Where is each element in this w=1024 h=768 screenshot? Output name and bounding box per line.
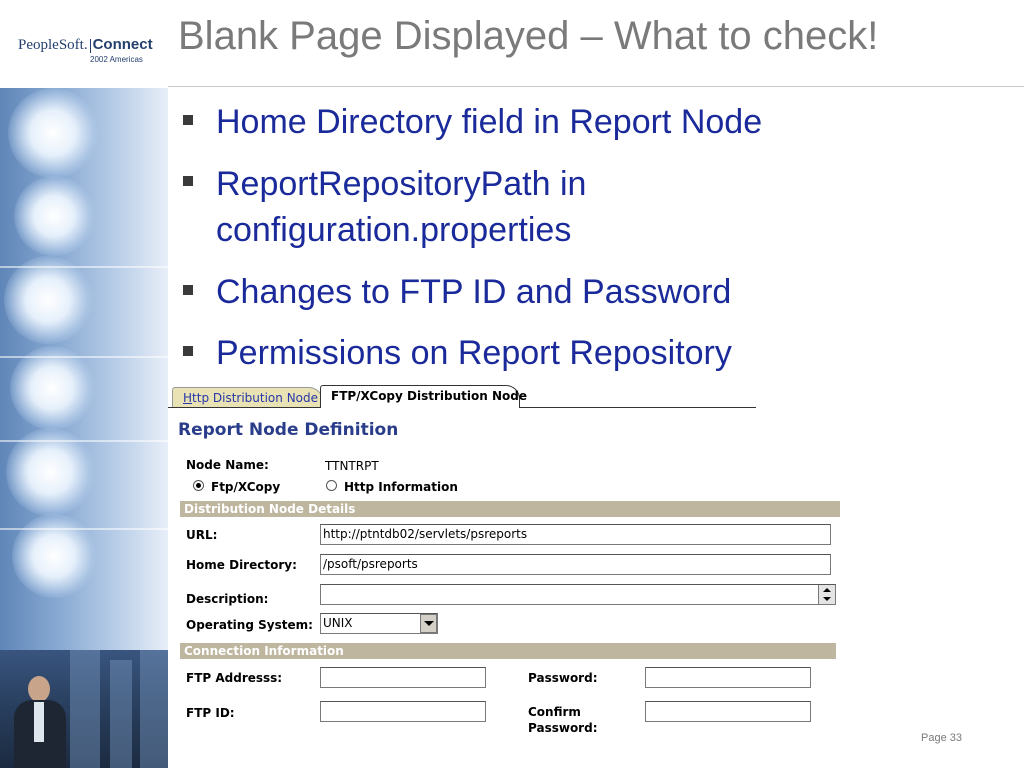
report-node-screenshot bbox=[168, 384, 848, 744]
url-label: URL: bbox=[186, 528, 218, 542]
bubble-decoration bbox=[14, 176, 94, 256]
peoplesoft-connect-logo bbox=[18, 36, 153, 68]
bubble-decoration bbox=[8, 88, 98, 178]
bullet-text: configuration.properties bbox=[216, 211, 572, 249]
square-bullet-icon bbox=[183, 176, 193, 186]
bullet-item bbox=[180, 331, 1000, 375]
logo-subtitle: 2002 Americas bbox=[90, 55, 143, 64]
businessman-photo bbox=[0, 650, 168, 768]
url-field[interactable]: http://ptntdb02/servlets/psreports bbox=[320, 524, 831, 545]
bullet-item bbox=[180, 161, 1000, 253]
confirm-password-label-line1: Confirm bbox=[528, 705, 581, 719]
bullet-item bbox=[180, 270, 1000, 314]
node-name-value: TTNTRPT bbox=[325, 459, 379, 473]
bullet-text: ReportRepositoryPath in bbox=[216, 165, 587, 203]
section-connection-information: Connection Information bbox=[180, 643, 836, 659]
stripe-decoration bbox=[0, 528, 168, 530]
bullet-item bbox=[180, 100, 1000, 144]
radio-label-ftp-xcopy: Ftp/XCopy bbox=[211, 480, 281, 494]
square-bullet-icon bbox=[183, 285, 193, 295]
page-heading: Report Node Definition bbox=[178, 420, 399, 440]
logo-connect: Connect bbox=[92, 36, 153, 53]
stripe-decoration bbox=[0, 356, 168, 358]
spinner-icon[interactable] bbox=[818, 585, 835, 604]
home-directory-field[interactable]: /psoft/psreports bbox=[320, 554, 831, 575]
square-bullet-icon bbox=[183, 346, 193, 356]
radio-label-http-information: Http Information bbox=[344, 480, 458, 494]
logo-brand: PeopleSoft. bbox=[18, 37, 88, 53]
bubble-decoration bbox=[10, 346, 94, 430]
tab-http-distribution-node[interactable] bbox=[172, 387, 323, 408]
password-label: Password: bbox=[528, 671, 598, 685]
operating-system-select[interactable]: UNIX bbox=[320, 613, 438, 634]
slide-title: Blank Page Displayed – What to check! bbox=[178, 14, 879, 58]
bullet-text: Changes to FTP ID and Password bbox=[216, 273, 732, 311]
ftp-id-label: FTP ID: bbox=[186, 706, 235, 720]
description-field[interactable] bbox=[320, 584, 836, 605]
bullet-text: Home Directory field in Report Node bbox=[216, 103, 763, 141]
confirm-password-label-line2: Password: bbox=[528, 721, 598, 735]
tab-label: ttp Distribution Node bbox=[192, 391, 319, 405]
title-divider bbox=[168, 86, 1024, 87]
bubble-decoration bbox=[4, 256, 92, 344]
confirm-password-field[interactable] bbox=[645, 701, 811, 722]
ftp-address-label: FTP Addresss: bbox=[186, 671, 283, 685]
operating-system-label: Operating System: bbox=[186, 618, 313, 632]
radio-unselected-icon[interactable] bbox=[326, 480, 337, 491]
dropdown-arrow-icon[interactable] bbox=[420, 614, 437, 633]
tab-bar bbox=[168, 384, 758, 408]
tab-label: FTP/XCopy Distribution Node bbox=[331, 389, 527, 403]
square-bullet-icon bbox=[183, 115, 193, 125]
bubble-decoration bbox=[12, 514, 96, 598]
stripe-decoration bbox=[0, 440, 168, 442]
bullet-list bbox=[180, 100, 1000, 392]
tab-accel: H bbox=[183, 391, 193, 405]
ftp-id-field[interactable] bbox=[320, 701, 486, 722]
stripe-decoration bbox=[0, 266, 168, 268]
password-field[interactable] bbox=[645, 667, 811, 688]
section-distribution-node-details: Distribution Node Details bbox=[180, 501, 840, 517]
bullet-text: Permissions on Report Repository bbox=[216, 334, 732, 372]
description-label: Description: bbox=[186, 592, 269, 606]
page-number: Page 33 bbox=[921, 732, 962, 744]
radio-selected-icon[interactable] bbox=[193, 480, 204, 491]
decorative-sidebar bbox=[0, 88, 168, 768]
tab-ftp-xcopy-distribution-node[interactable] bbox=[320, 385, 527, 408]
home-directory-label: Home Directory: bbox=[186, 558, 297, 572]
ftp-address-field[interactable] bbox=[320, 667, 486, 688]
node-name-label: Node Name: bbox=[186, 458, 269, 472]
